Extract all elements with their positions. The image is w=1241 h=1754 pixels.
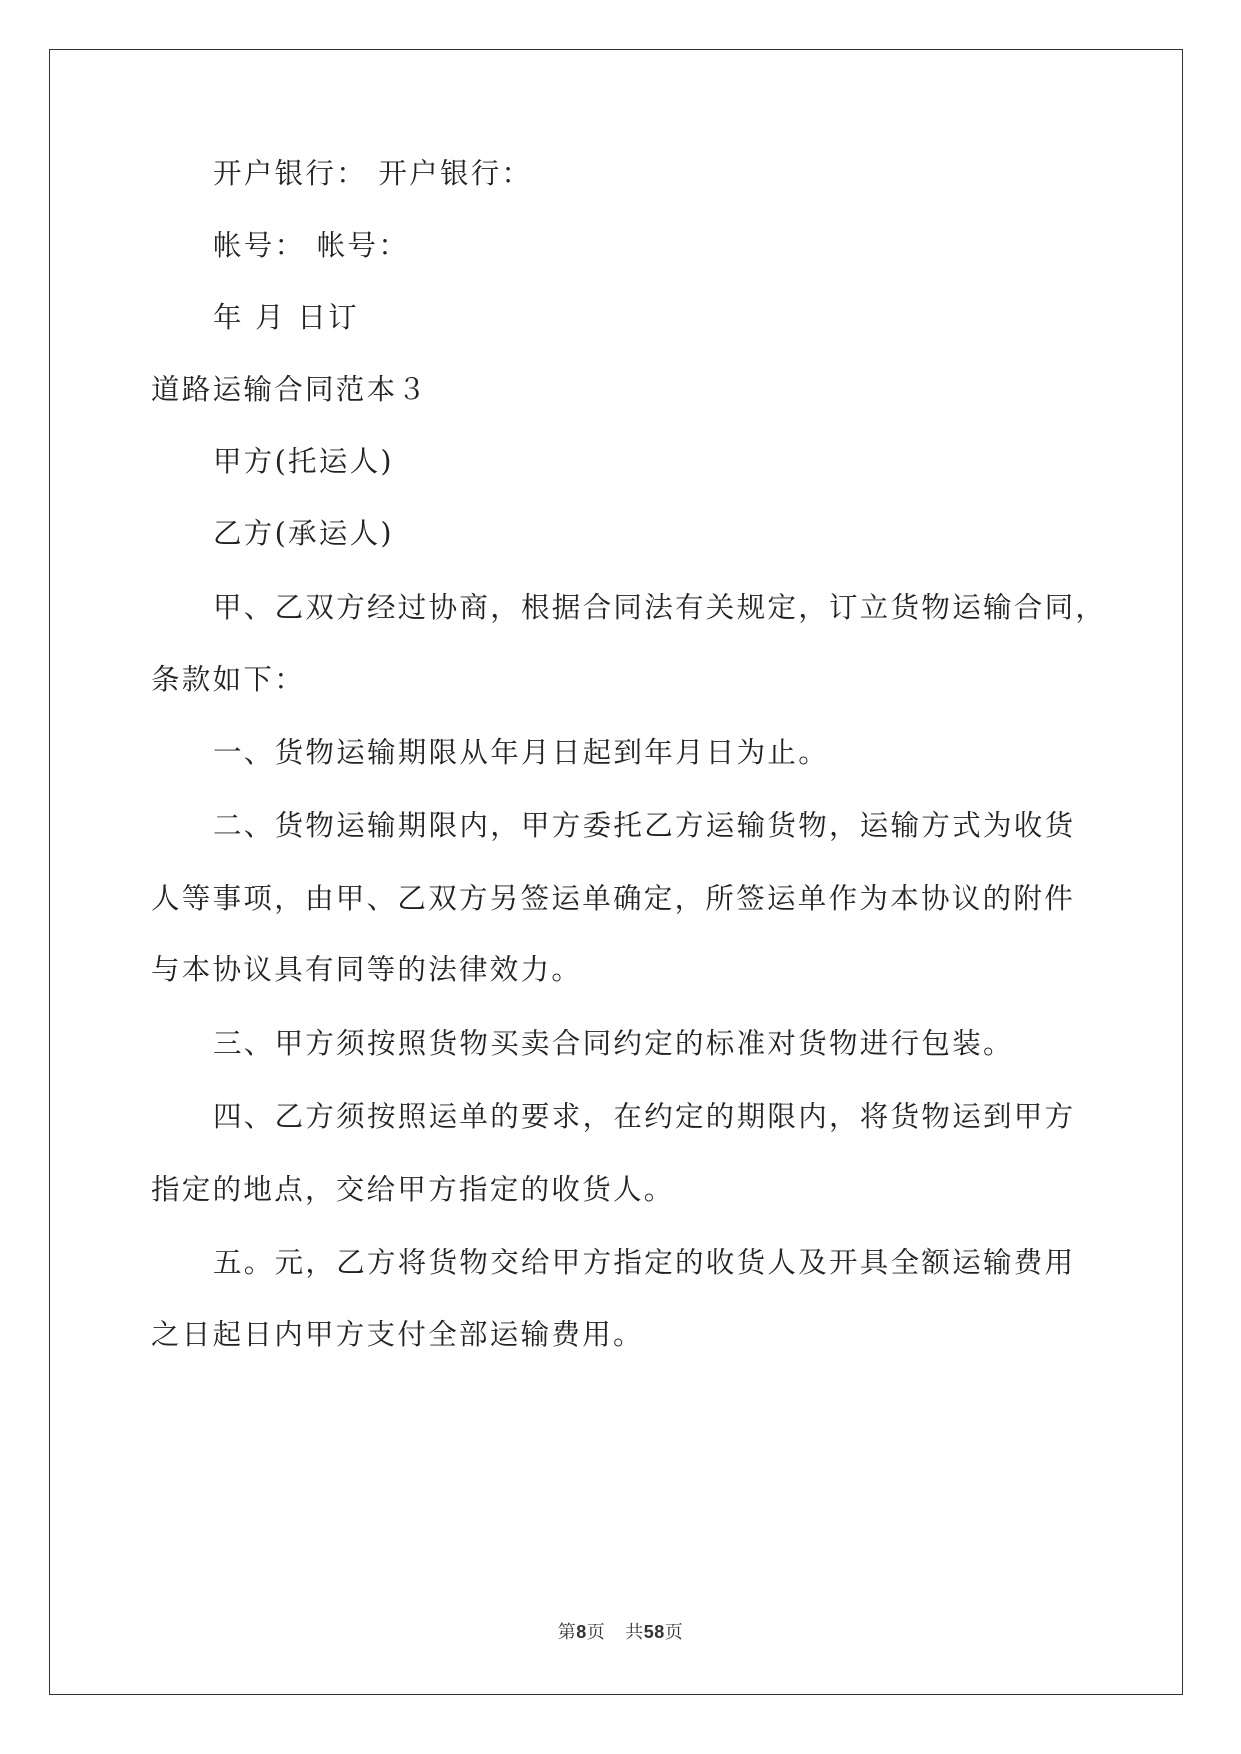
- clause-4-cont: 指定的地点，交给甲方指定的收货人。: [151, 1173, 675, 1206]
- clause-2: 二、货物运输期限内，甲方委托乙方运输货物，运输方式为收货: [213, 809, 1076, 842]
- total-suffix: 页: [664, 1622, 684, 1643]
- page-number: 8: [576, 1622, 587, 1642]
- clause-4: 四、乙方须按照运单的要求，在约定的期限内，将货物运到甲方: [213, 1100, 1076, 1133]
- account-line: 帐号： 帐号：: [213, 229, 410, 262]
- clause-1: 一、货物运输期限从年月日起到年月日为止。: [213, 736, 830, 769]
- page-footer: [0, 1618, 1241, 1644]
- page-prefix: 第: [557, 1622, 577, 1643]
- paragraph-line: 条款如下：: [151, 663, 306, 696]
- party-b-line: 乙方(承运人): [213, 517, 394, 550]
- clause-3: 三、甲方须按照货物买卖合同约定的标准对货物进行包装。: [213, 1027, 1014, 1060]
- party-a-line: 甲方(托运人): [213, 445, 394, 478]
- clause-5-cont: 之日起日内甲方支付全部运输费用。: [151, 1318, 644, 1351]
- total-prefix: 共: [625, 1622, 644, 1643]
- page-border: [49, 49, 1183, 1695]
- page-suffix: 页: [586, 1622, 606, 1643]
- bank-line: 开户银行： 开户银行：: [213, 157, 533, 190]
- date-line: 年 月 日订: [213, 301, 359, 334]
- clause-2-cont: 人等事项，由甲、乙双方另签运单确定，所签运单作为本协议的附件: [151, 882, 1076, 915]
- clause-2-cont: 与本协议具有同等的法律效力。: [151, 953, 583, 986]
- paragraph-line: 甲、乙双方经过协商，根据合同法有关规定，订立货物运输合同，: [213, 591, 1107, 624]
- clause-5: 五。元，乙方将货物交给甲方指定的收货人及开具全额运输费用: [213, 1246, 1076, 1279]
- section-title: 道路运输合同范本３: [151, 373, 429, 406]
- total-pages: 58: [643, 1622, 665, 1642]
